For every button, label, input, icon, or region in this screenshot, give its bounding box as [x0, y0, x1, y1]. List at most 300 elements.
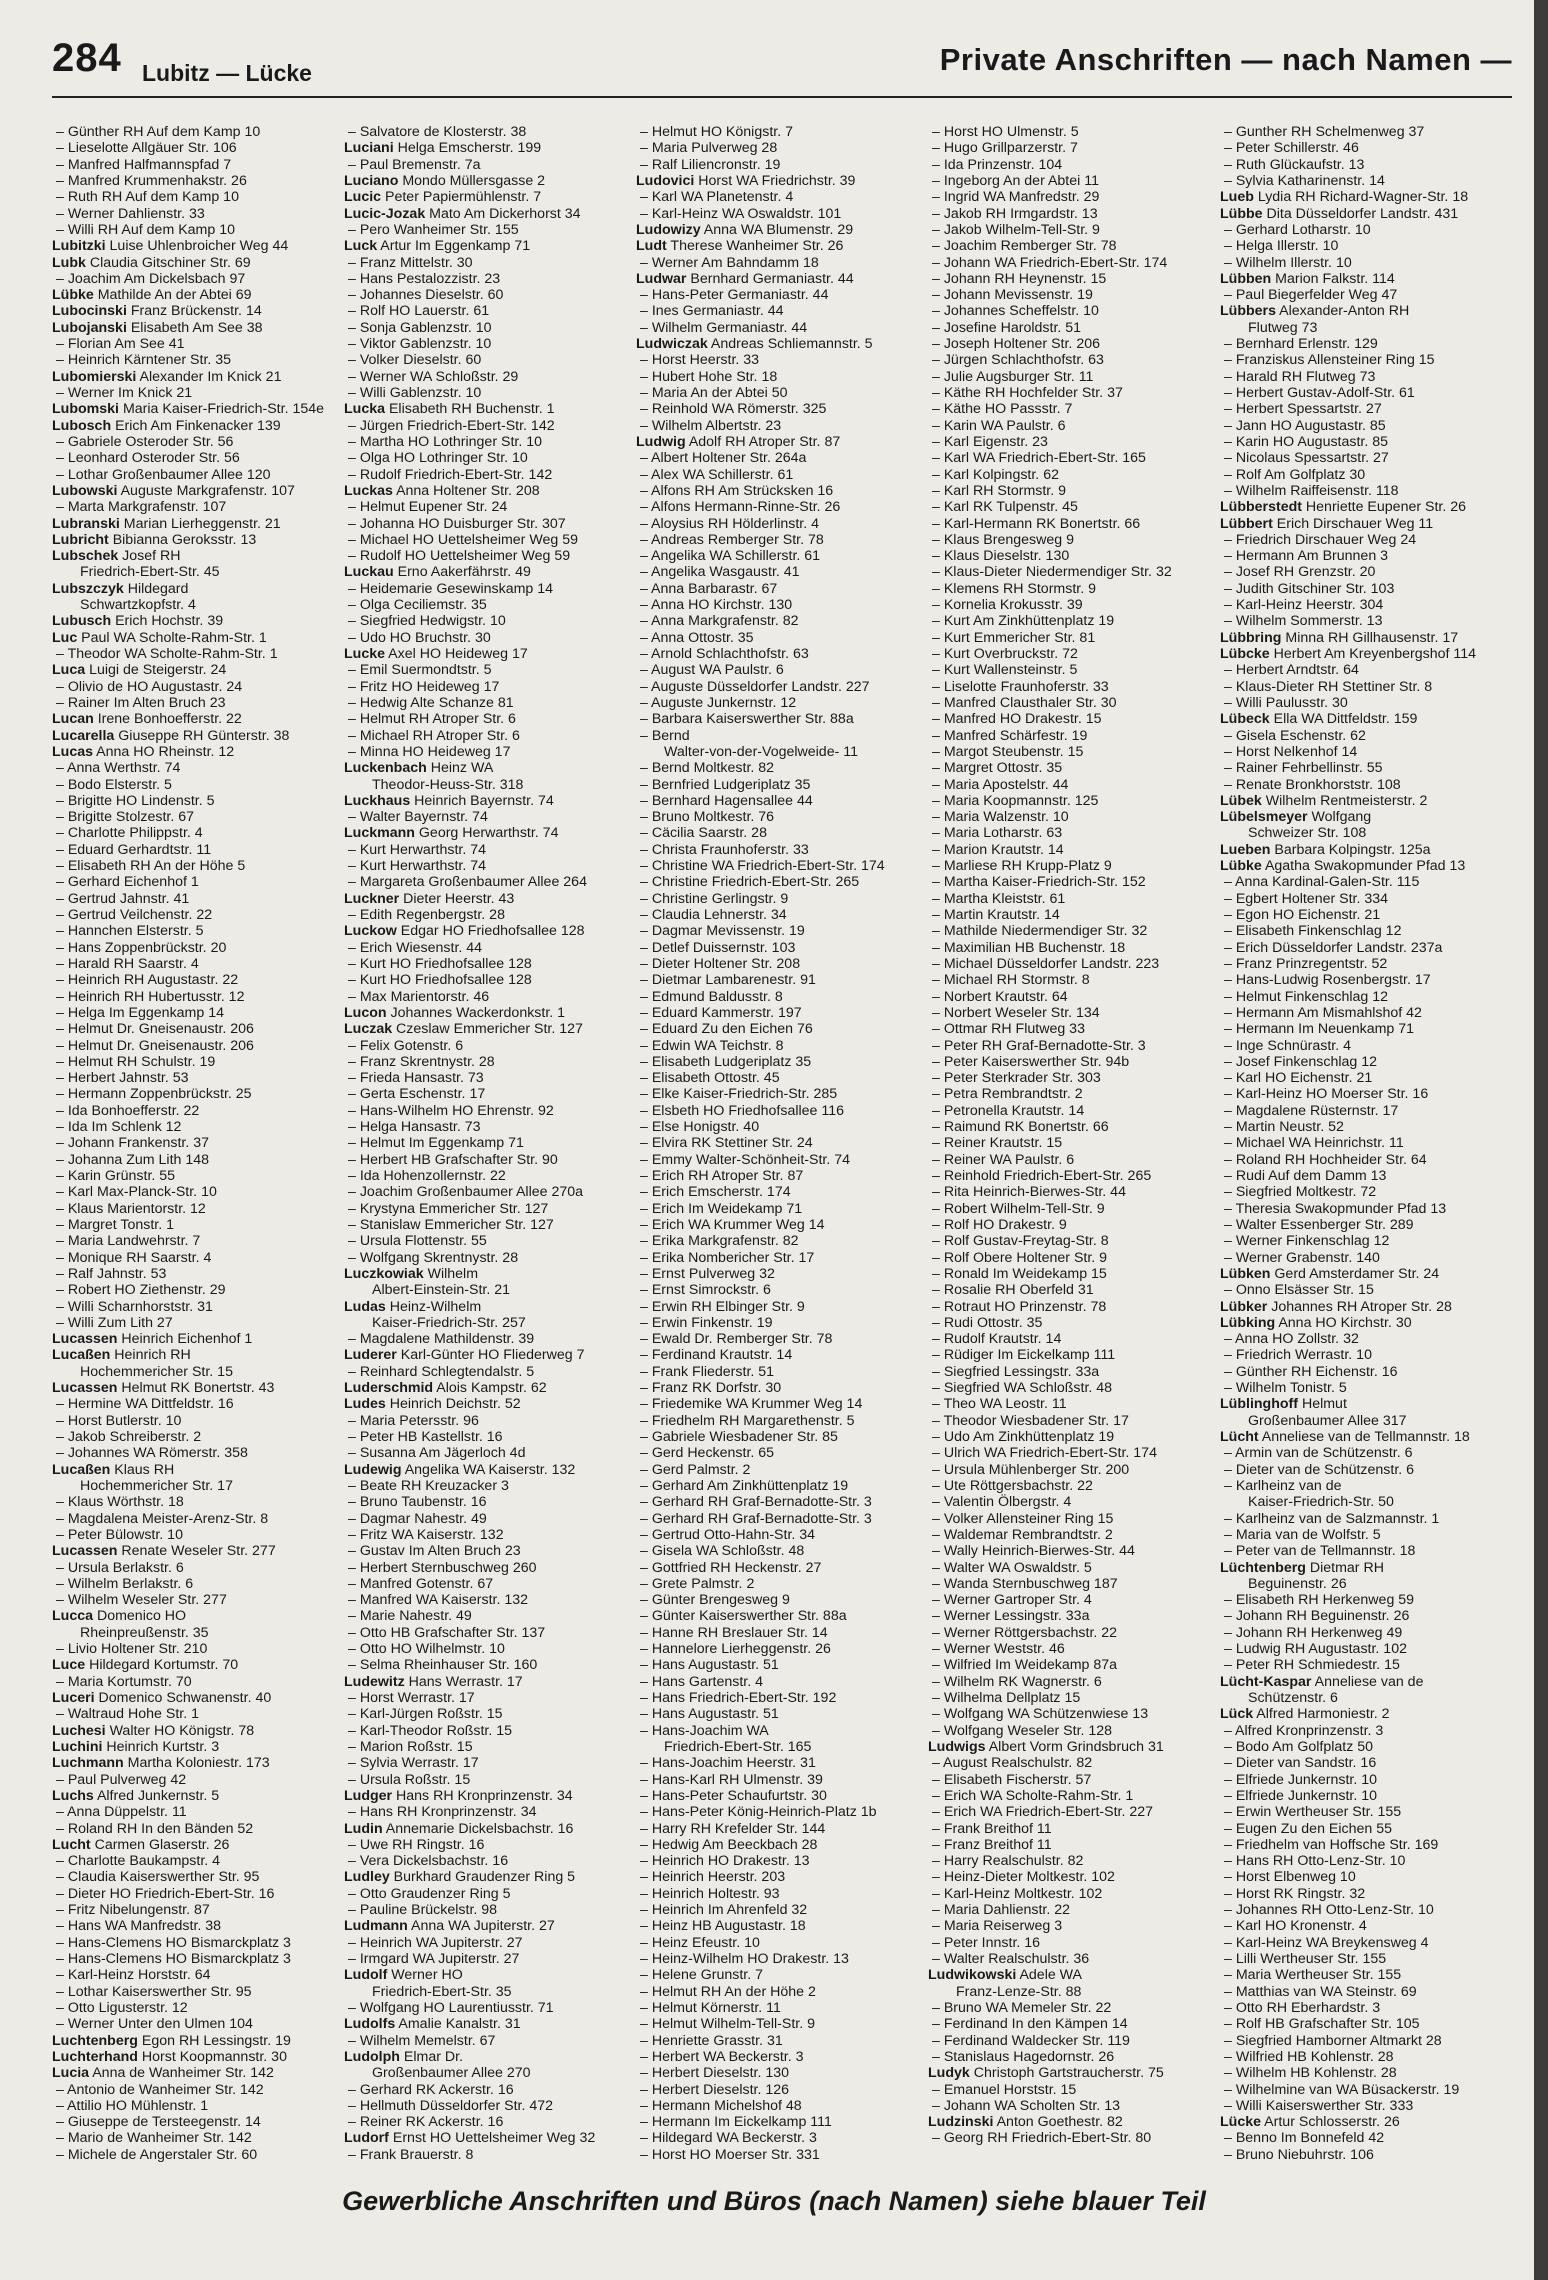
entry-text: – Ingrid WA Manfredstr. 29 — [932, 189, 1100, 206]
directory-entry — [52, 206, 340, 222]
directory-entry — [636, 385, 924, 401]
directory-entry-surname — [52, 744, 340, 760]
directory-entry-surname — [52, 303, 340, 319]
directory-entry — [928, 2033, 1216, 2049]
entry-text: – Dieter van Sandstr. 16 — [1224, 1755, 1377, 1772]
directory-entry — [928, 173, 1216, 189]
directory-entry — [1220, 1788, 1508, 1804]
directory-entry — [52, 858, 340, 874]
entry-text: – Christa Fraunhoferstr. 33 — [640, 841, 809, 858]
entry-text: – Elisabeth RH An der Höhe 5 — [56, 858, 246, 875]
directory-entry — [636, 1005, 924, 1021]
entry-text: Barbara Kolpingstr. 125a — [1270, 841, 1431, 858]
directory-entry — [52, 1804, 340, 1820]
entry-text: – Werner Röttgersbachstr. 22 — [932, 1624, 1118, 1641]
entry-text: – Helmut Wilhelm-Tell-Str. 9 — [640, 2016, 816, 2033]
directory-entry — [1220, 1592, 1508, 1608]
entry-text: – Karl Max-Planck-Str. 10 — [56, 1184, 217, 1201]
directory-entry — [928, 1103, 1216, 1119]
directory-entry — [344, 1070, 632, 1086]
section-title: Private Anschriften — nach Namen — — [939, 42, 1512, 77]
entry-text: Paul WA Scholte-Rahm-Str. 1 — [77, 629, 267, 646]
directory-entry — [928, 1853, 1216, 1869]
directory-entry-surname — [1220, 646, 1508, 662]
directory-entry — [928, 385, 1216, 401]
directory-entry — [52, 1152, 340, 1168]
entry-text: – Valentin Ölbergstr. 4 — [932, 1494, 1072, 1511]
directory-entry — [636, 1853, 924, 1869]
directory-entry-surname — [52, 483, 340, 499]
entry-text: – Lieselotte Allgäuer Str. 106 — [56, 140, 237, 157]
directory-entry — [636, 1201, 924, 1217]
directory-entry — [344, 516, 632, 532]
entry-text: Marion Falkstr. 114 — [1271, 270, 1395, 287]
directory-entry-surname — [636, 336, 924, 352]
entry-text: – Detlef Duissernstr. 103 — [640, 939, 796, 956]
entry-text: – Volker Dieselstr. 60 — [348, 352, 482, 369]
entry-text: – Wilhelm Germaniastr. 44 — [640, 319, 808, 336]
directory-entry — [52, 1527, 340, 1543]
directory-entry — [636, 1152, 924, 1168]
directory-entry — [928, 157, 1216, 173]
entry-text: Bibianna Geroksstr. 13 — [108, 531, 257, 548]
entry-text: Albert Vorm Grindsbruch 31 — [985, 1738, 1164, 1755]
directory-entry — [344, 597, 632, 613]
surname: Lucic — [344, 189, 382, 206]
directory-entry — [52, 2098, 340, 2114]
entry-text: – Gerd Heckenstr. 65 — [640, 1445, 775, 1462]
entry-text: – Judith Gitschiner Str. 103 — [1224, 580, 1395, 597]
directory-entry — [1220, 1054, 1508, 1070]
directory-entry — [52, 1038, 340, 1054]
entry-text: – Johannes RH Otto-Lenz-Str. 10 — [1224, 1902, 1434, 1919]
directory-column-1 — [52, 124, 344, 2163]
entry-text: – Ruth RH Auf dem Kamp 10 — [56, 189, 239, 206]
directory-entry-surname — [52, 1331, 340, 1347]
directory-entry-continuation — [52, 1478, 340, 1494]
directory-entry — [52, 222, 340, 238]
directory-entry-surname — [52, 1608, 340, 1624]
entry-text: – Norbert Weseler Str. 134 — [932, 1004, 1100, 1021]
entry-text: – Charlotte Philippstr. 4 — [56, 825, 203, 842]
directory-entry-surname — [1220, 1560, 1508, 1576]
entry-text: – Angelika WA Schillerstr. 61 — [640, 548, 821, 565]
entry-text: – Wolfgang WA Schützenwiese 13 — [932, 1706, 1149, 1723]
entry-text: – Karl HO Eichenstr. 21 — [1224, 1070, 1373, 1087]
entry-text: Heinrich Deichstr. 52 — [385, 1396, 521, 1413]
entry-text: – Wolfgang Weseler Str. 128 — [932, 1722, 1113, 1739]
entry-text: – Marie Nahestr. 49 — [348, 1608, 472, 1625]
entry-text: Herbert Am Kreyenbergshof 114 — [1269, 646, 1477, 662]
entry-text: – Heinrich Holtestr. 93 — [640, 1885, 780, 1902]
directory-entry — [52, 923, 340, 939]
entry-text: – Christine Gerlingstr. 9 — [640, 890, 789, 907]
entry-text: – Helmut HO Königstr. 7 — [640, 124, 793, 140]
entry-text: – Arnold Schlachthofstr. 63 — [640, 646, 809, 662]
directory-entry — [344, 1086, 632, 1102]
entry-text: – Gustav Im Alten Bruch 23 — [348, 1543, 521, 1560]
directory-entry — [1220, 581, 1508, 597]
directory-entry — [928, 1935, 1216, 1951]
directory-entry-surname — [1220, 630, 1508, 646]
directory-entry-surname — [636, 173, 924, 189]
entry-text: – Hermann Am Brunnen 3 — [1224, 548, 1389, 565]
directory-entry — [636, 2130, 924, 2146]
directory-entry — [636, 1543, 924, 1559]
surname: Ludyk — [928, 2065, 970, 2082]
directory-entry — [52, 450, 340, 466]
entry-text: – Peter RH Schmiedestr. 15 — [1224, 1657, 1400, 1674]
entry-text: – Beate RH Kreuzacker 3 — [348, 1477, 509, 1494]
directory-entry — [928, 1005, 1216, 1021]
entry-text: – Heinz-Dieter Moltkestr. 102 — [932, 1869, 1115, 1886]
entry-text: Mondo Müllersgasse 2 — [398, 172, 546, 189]
entry-text: – Karl-Theodor Roßstr. 15 — [348, 1722, 513, 1739]
directory-entry — [636, 1494, 924, 1510]
entry-text: Rheinpreußenstr. 35 — [80, 1624, 209, 1641]
directory-entry — [636, 401, 924, 417]
directory-entry — [52, 1902, 340, 1918]
surname: Luchesi — [52, 1722, 106, 1739]
directory-entry — [344, 1772, 632, 1788]
directory-entry — [636, 1918, 924, 1934]
entry-text: – Felix Gotenstr. 6 — [348, 1037, 464, 1054]
directory-entry — [344, 385, 632, 401]
entry-text: – Martin Neustr. 52 — [1224, 1119, 1344, 1136]
directory-entry-surname — [52, 548, 340, 564]
entry-text: – Leonhard Osteroder Str. 56 — [56, 450, 240, 467]
entry-text: – Hermann Am Mismahlshof 42 — [1224, 1004, 1422, 1021]
entry-text: Horst Koopmannstr. 30 — [137, 2048, 287, 2065]
entry-text: – Anna Düppelstr. 11 — [56, 1804, 187, 1821]
directory-entry-surname — [1220, 809, 1508, 825]
entry-text: – Franz RK Dorfstr. 30 — [640, 1380, 782, 1397]
directory-entry — [636, 1886, 924, 1902]
directory-entry — [928, 1315, 1216, 1331]
directory-entry — [52, 2147, 340, 2163]
directory-entry — [1220, 336, 1508, 352]
directory-entry — [636, 728, 924, 744]
directory-entry — [1220, 1282, 1508, 1298]
directory-entry — [1220, 891, 1508, 907]
entry-text: – Rainer Fehrbellinstr. 55 — [1224, 760, 1383, 777]
directory-entry-surname — [344, 401, 632, 417]
directory-entry — [344, 1592, 632, 1608]
entry-text: – Erich WA Scholte-Rahm-Str. 1 — [932, 1787, 1134, 1804]
directory-entry — [928, 434, 1216, 450]
entry-text: Elmar Dr. — [399, 2048, 464, 2065]
entry-text: – Herbert WA Beckerstr. 3 — [640, 2048, 804, 2065]
entry-text: – Maria Koopmannstr. 125 — [932, 792, 1099, 809]
entry-text: – Kurt Emmericher Str. 81 — [932, 629, 1096, 646]
entry-text: – Helmut Im Eggenkamp 71 — [348, 1135, 524, 1152]
directory-entry — [636, 320, 924, 336]
entry-text: – Siegfried WA Schloßstr. 48 — [932, 1380, 1113, 1397]
directory-entry — [636, 2049, 924, 2065]
directory-entry — [344, 2000, 632, 2016]
directory-entry — [636, 1755, 924, 1771]
surname: Lucassen — [52, 1543, 118, 1560]
directory-entry — [1220, 1772, 1508, 1788]
directory-entry-surname — [52, 516, 340, 532]
entry-text: – Helmut Eupener Str. 24 — [348, 499, 508, 516]
directory-entry — [636, 1869, 924, 1885]
directory-entry — [344, 1119, 632, 1135]
directory-entry — [52, 1282, 340, 1298]
directory-entry — [928, 760, 1216, 776]
directory-entry — [344, 956, 632, 972]
directory-entry — [1220, 1103, 1508, 1119]
entry-text: – Renate Bronkhorststr. 108 — [1224, 776, 1401, 793]
directory-entry — [52, 1429, 340, 1445]
directory-entry — [344, 255, 632, 271]
directory-entry — [344, 662, 632, 678]
entry-text: – Herbert Spessartstr. 27 — [1224, 401, 1382, 418]
entry-text: Schützenstr. 6 — [1248, 1690, 1338, 1706]
entry-text: – Paul Biegerfelder Weg 47 — [1224, 287, 1398, 304]
directory-entry-surname — [636, 238, 924, 254]
directory-entry — [636, 842, 924, 858]
surname: Luckhaus — [344, 792, 411, 809]
directory-entry — [928, 940, 1216, 956]
directory-entry — [928, 320, 1216, 336]
directory-entry — [928, 2082, 1216, 2098]
directory-entry — [928, 1641, 1216, 1657]
entry-text: – Karl Kolpingstr. 62 — [932, 466, 1059, 483]
entry-text: Kaiser-Friedrich-Str. 257 — [372, 1314, 526, 1331]
entry-text: – Ernst Pulverweg 32 — [640, 1265, 775, 1282]
directory-entry — [1220, 2130, 1508, 2146]
entry-text: – Rolf HO Lauerstr. 61 — [348, 303, 490, 320]
directory-entry — [52, 842, 340, 858]
directory-entry-surname — [52, 418, 340, 434]
entry-text: – Kurt HO Friedhofsallee 128 — [348, 955, 532, 972]
directory-entry — [1220, 450, 1508, 466]
directory-entry — [928, 1576, 1216, 1592]
directory-entry — [928, 1429, 1216, 1445]
entry-text: Adele WA — [1016, 1967, 1083, 1984]
entry-text: – Gertrud Otto-Hahn-Str. 34 — [640, 1526, 816, 1543]
entry-text: – Wilhelm Memelstr. 67 — [348, 2032, 496, 2049]
entry-text: – Karl-Heinz Horststr. 64 — [56, 1967, 211, 1984]
entry-text: – Heinrich Heerstr. 203 — [640, 1869, 786, 1886]
entry-text: – Ewald Dr. Remberger Str. 78 — [640, 1331, 833, 1348]
directory-entry — [636, 1380, 924, 1396]
directory-entry — [52, 777, 340, 793]
entry-text: – Gerhard RK Ackerstr. 16 — [348, 2081, 514, 2098]
entry-text: – Walter Essenberger Str. 289 — [1224, 1216, 1414, 1233]
entry-text: Anneliese van de — [1311, 1673, 1424, 1690]
directory-entry — [636, 418, 924, 434]
directory-entry — [52, 1021, 340, 1037]
entry-text: – Siegfried Hamborner Altmarkt 28 — [1224, 2032, 1442, 2049]
directory-entry — [928, 1233, 1216, 1249]
directory-entry — [636, 874, 924, 890]
entry-text: – Hedwig Am Beeckbach 28 — [640, 1836, 818, 1853]
directory-entry-surname — [1220, 711, 1508, 727]
surname: Ludzinski — [928, 2114, 994, 2131]
directory-entry — [636, 1657, 924, 1673]
entry-text: – Michele de Angerstaler Str. 60 — [56, 2146, 258, 2163]
directory-entry — [928, 532, 1216, 548]
directory-entry — [1220, 1152, 1508, 1168]
directory-entry-surname — [344, 189, 632, 205]
directory-entry — [636, 1021, 924, 1037]
surname: Ludin — [344, 1820, 383, 1837]
entry-text: – Johannes WA Römerstr. 358 — [56, 1445, 248, 1462]
directory-entry — [636, 679, 924, 695]
directory-entry — [636, 1103, 924, 1119]
entry-text: – Alfons Hermann-Rinne-Str. 26 — [640, 499, 841, 516]
surname: Luckner — [344, 890, 400, 907]
entry-text: – Elisabeth Ludgeriplatz 35 — [640, 1053, 812, 1070]
entry-text: – Horst HO Moerser Str. 331 — [640, 2146, 820, 2163]
entry-text: – Wilhelm HB Kohlenstr. 28 — [1224, 2065, 1397, 2082]
directory-entry — [636, 2082, 924, 2098]
surname: Ludolf — [344, 1967, 388, 1984]
entry-text: Friedrich-Ebert-Str. 35 — [372, 1983, 512, 2000]
entry-text: Edgar HO Friedhofsallee 128 — [396, 923, 585, 940]
directory-entry — [344, 2033, 632, 2049]
directory-entry-surname — [1220, 1266, 1508, 1282]
entry-text: – Ronald Im Weidekamp 15 — [932, 1265, 1107, 1282]
entry-text: – Reiner WA Paulstr. 6 — [932, 1151, 1075, 1168]
directory-entry-surname — [52, 2033, 340, 2049]
entry-text: – Ursula Berlakstr. 6 — [56, 1559, 184, 1576]
directory-entry — [636, 1576, 924, 1592]
entry-text: – Marion Roßstr. 15 — [348, 1738, 473, 1755]
directory-entry — [1220, 2065, 1508, 2081]
entry-text: – Walter Realschulstr. 36 — [932, 1951, 1090, 1967]
directory-entry — [928, 1038, 1216, 1054]
directory-entry — [636, 1625, 924, 1641]
directory-entry-surname — [344, 1788, 632, 1804]
entry-text: – Erich Emscherstr. 174 — [640, 1184, 791, 1201]
directory-entry — [52, 1315, 340, 1331]
entry-text: Burkhard Graudenzer Ring 5 — [389, 1869, 576, 1886]
entry-text: – Siegfried Hedwigstr. 10 — [348, 613, 506, 630]
directory-entry — [636, 777, 924, 793]
directory-entry — [636, 1788, 924, 1804]
entry-text: – Reiner Krautstr. 15 — [932, 1135, 1063, 1152]
surname: Luczak — [344, 1021, 393, 1038]
entry-text: – Jürgen Friedrich-Ebert-Str. 142 — [348, 417, 555, 434]
footer-note: Gewerbliche Anschriften und Büros (nach Namen) siehe blauer Teil — [342, 2186, 1206, 2216]
entry-text: – Georg RH Friedrich-Ebert-Str. 80 — [932, 2130, 1152, 2147]
entry-text: – Johann RH Heynenstr. 15 — [932, 270, 1107, 287]
directory-entry — [52, 1918, 340, 1934]
directory-entry — [344, 1739, 632, 1755]
entry-text: – Frank Breithof 11 — [932, 1820, 1052, 1837]
entry-text: – Elisabeth RH Herkenweg 59 — [1224, 1592, 1415, 1609]
entry-text: Dietmar RH — [1305, 1559, 1384, 1576]
directory-entry — [1220, 467, 1508, 483]
entry-text: – Heinz-Wilhelm HO Drakestr. 13 — [640, 1951, 849, 1967]
directory-entry-surname — [52, 1837, 340, 1853]
directory-entry-surname — [52, 1380, 340, 1396]
directory-columns — [52, 124, 1512, 2163]
surname: Lübbe — [1220, 205, 1263, 222]
entry-text: Heinrich RH — [110, 1347, 191, 1364]
entry-text: – Hans Augustastr. 51 — [640, 1706, 779, 1723]
directory-entry — [1220, 2147, 1508, 2163]
directory-entry — [928, 891, 1216, 907]
surname: Lucka — [344, 401, 386, 418]
surname: Lucic-Jozak — [344, 205, 426, 222]
entry-text: – Wolfgang Skrentnystr. 28 — [348, 1249, 519, 1266]
entry-text: – Erich WA Friedrich-Ebert-Str. 227 — [932, 1804, 1154, 1821]
entry-text: – Cäcilia Saarstr. 28 — [640, 825, 767, 842]
directory-entry-surname — [636, 222, 924, 238]
entry-text: – Paul Bremenstr. 7a — [348, 156, 481, 173]
directory-entry — [636, 1364, 924, 1380]
surname: Luca — [52, 662, 86, 679]
directory-entry — [1220, 2033, 1508, 2049]
entry-text: Mathilde An der Abtei 69 — [93, 287, 252, 304]
surname: Lubowski — [52, 482, 118, 499]
surname: Luderschmid — [344, 1380, 434, 1397]
directory-entry — [928, 1070, 1216, 1086]
directory-entry-continuation — [52, 1625, 340, 1641]
entry-text: – Karl-Heinz HO Moerser Str. 16 — [1224, 1086, 1429, 1103]
entry-text: – Herbert HB Grafschafter Str. 90 — [348, 1151, 558, 1168]
directory-entry — [52, 189, 340, 205]
directory-entry — [1220, 385, 1508, 401]
directory-entry — [928, 581, 1216, 597]
directory-entry-surname — [1220, 1674, 1508, 1690]
surname: Lücke — [1220, 2114, 1262, 2131]
directory-entry — [344, 369, 632, 385]
entry-text: – Werner Finkenschlag 12 — [1224, 1233, 1390, 1250]
directory-entry — [636, 1315, 924, 1331]
directory-entry — [1220, 1821, 1508, 1837]
entry-text: – Rolf Obere Holtener Str. 9 — [932, 1249, 1108, 1266]
directory-entry — [1220, 662, 1508, 678]
directory-entry — [636, 140, 924, 156]
entry-text: – Salvatore de Klosterstr. 38 — [348, 124, 527, 140]
directory-entry — [636, 1086, 924, 1102]
entry-text: – Ida Hohenzollernstr. 22 — [348, 1168, 506, 1184]
entry-text: – Claudia Kaiserswerther Str. 95 — [56, 1869, 260, 1886]
entry-text: – Horst Werrastr. 17 — [348, 1690, 475, 1706]
directory-entry — [928, 1135, 1216, 1151]
directory-entry-surname — [928, 2065, 1216, 2081]
entry-text: – Jakob RH Irmgardstr. 13 — [932, 205, 1098, 222]
entry-text: – Maria Dahlienstr. 22 — [932, 1902, 1071, 1919]
entry-text: – Maria Apostelstr. 44 — [932, 776, 1069, 793]
surname: Luck — [344, 238, 378, 255]
entry-text: – Erika Markgrafenstr. 82 — [640, 1233, 799, 1250]
entry-text: Heinrich Kurtstr. 3 — [102, 1738, 220, 1755]
directory-entry-surname — [344, 760, 632, 776]
directory-entry — [52, 940, 340, 956]
entry-text: – Hermann Michelshof 48 — [640, 2097, 802, 2114]
entry-text: – Peter Schillerstr. 46 — [1224, 140, 1359, 157]
directory-entry-surname — [344, 2049, 632, 2065]
directory-entry — [636, 206, 924, 222]
directory-entry — [52, 1641, 340, 1657]
directory-entry — [928, 1608, 1216, 1624]
directory-entry — [636, 1690, 924, 1706]
entry-text: – Olga HO Lothringer Str. 10 — [348, 450, 528, 467]
entry-text: Hildegard Kortumstr. 70 — [85, 1657, 239, 1674]
directory-entry — [1220, 238, 1508, 254]
directory-entry — [928, 695, 1216, 711]
surname: Lubitzki — [52, 238, 106, 255]
directory-entry — [636, 1233, 924, 1249]
page-range: Lubitz — Lücke — [142, 60, 312, 86]
directory-entry — [928, 1592, 1216, 1608]
